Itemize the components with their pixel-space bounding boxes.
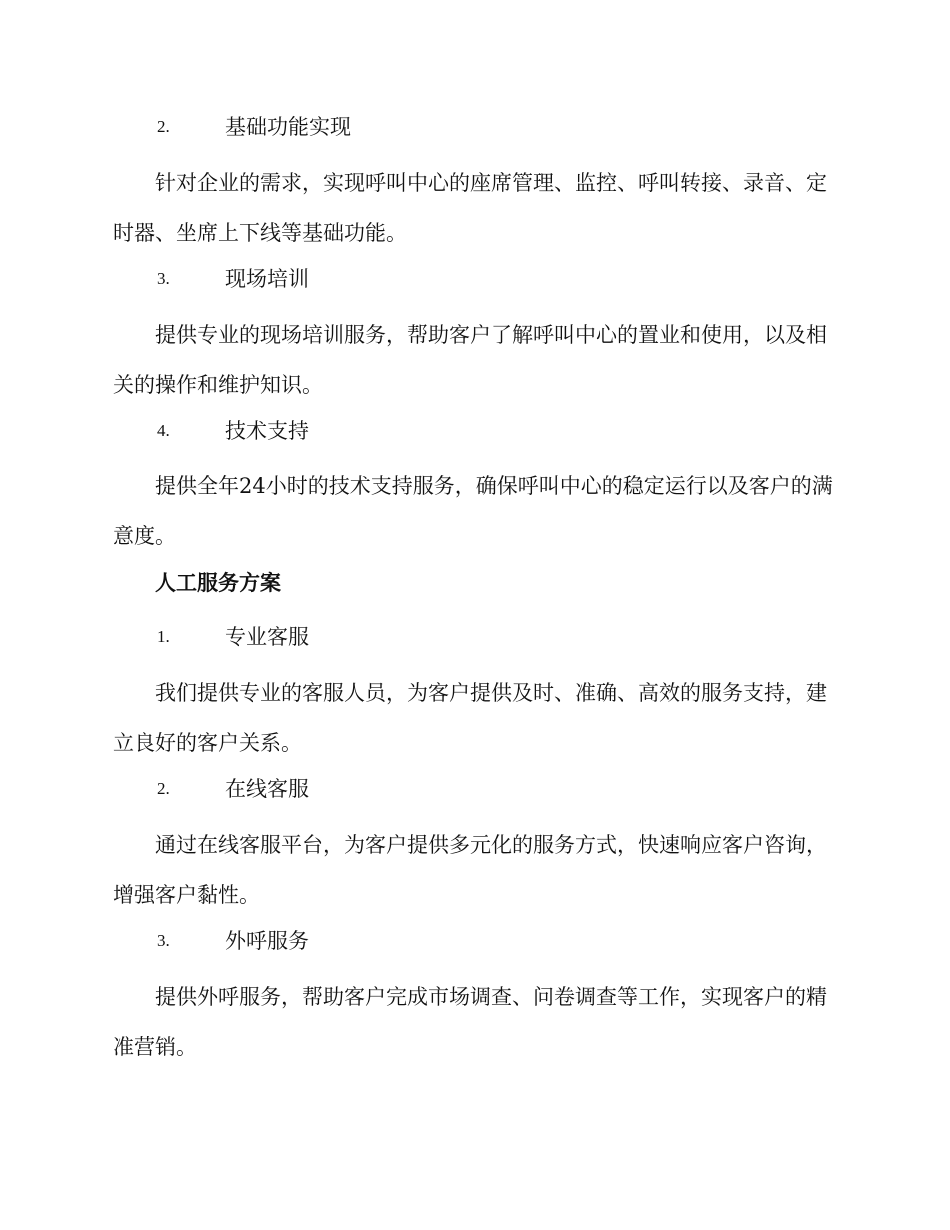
paragraph-pro-support: 我们提供专业的客服人员，为客户提供及时、准确、高效的服务支持，建立良好的客户关系。 — [113, 681, 827, 755]
paragraph-outbound-service: 提供外呼服务，帮助客户完成市场调查、问卷调查等工作，实现客户的精准营销。 — [113, 985, 827, 1059]
list-item-basic-functions — [157, 112, 351, 142]
list-item-outbound-service — [157, 926, 309, 956]
item-label: 外呼服务 — [225, 929, 309, 953]
list-item-onsite-training — [157, 264, 309, 294]
paragraph-tech-support: 提供全年24小时的技术支持服务，确保呼叫中心的稳定运行以及客户的满意度。 — [113, 474, 833, 548]
item-label: 专业客服 — [225, 625, 309, 649]
item-number: 1. — [157, 627, 170, 646]
list-item-tech-support — [157, 416, 309, 446]
paragraph-onsite-training: 提供专业的现场培训服务，帮助客户了解呼叫中心的置业和使用，以及相关的操作和维护知识。 — [113, 323, 827, 397]
list-item-pro-support — [157, 622, 309, 652]
item-number: 4. — [157, 421, 170, 440]
item-label: 基础功能实现 — [225, 115, 351, 139]
item-label: 现场培训 — [225, 267, 309, 291]
paragraph-online-support: 通过在线客服平台，为客户提供多元化的服务方式，快速响应客户咨询，增强客户黏性。 — [113, 833, 827, 907]
list-item-online-support — [157, 774, 309, 804]
section-title-manual-service: 人工服务方案 — [155, 571, 281, 595]
item-number: 2. — [157, 779, 170, 798]
item-number: 3. — [157, 931, 170, 950]
paragraph-basic-functions: 针对企业的需求，实现呼叫中心的座席管理、监控、呼叫转接、录音、定时器、坐席上下线等基础功能。 — [113, 171, 827, 245]
item-number: 2. — [157, 117, 170, 136]
item-label: 技术支持 — [225, 419, 309, 443]
item-number: 3. — [157, 269, 170, 288]
item-label: 在线客服 — [225, 777, 309, 801]
